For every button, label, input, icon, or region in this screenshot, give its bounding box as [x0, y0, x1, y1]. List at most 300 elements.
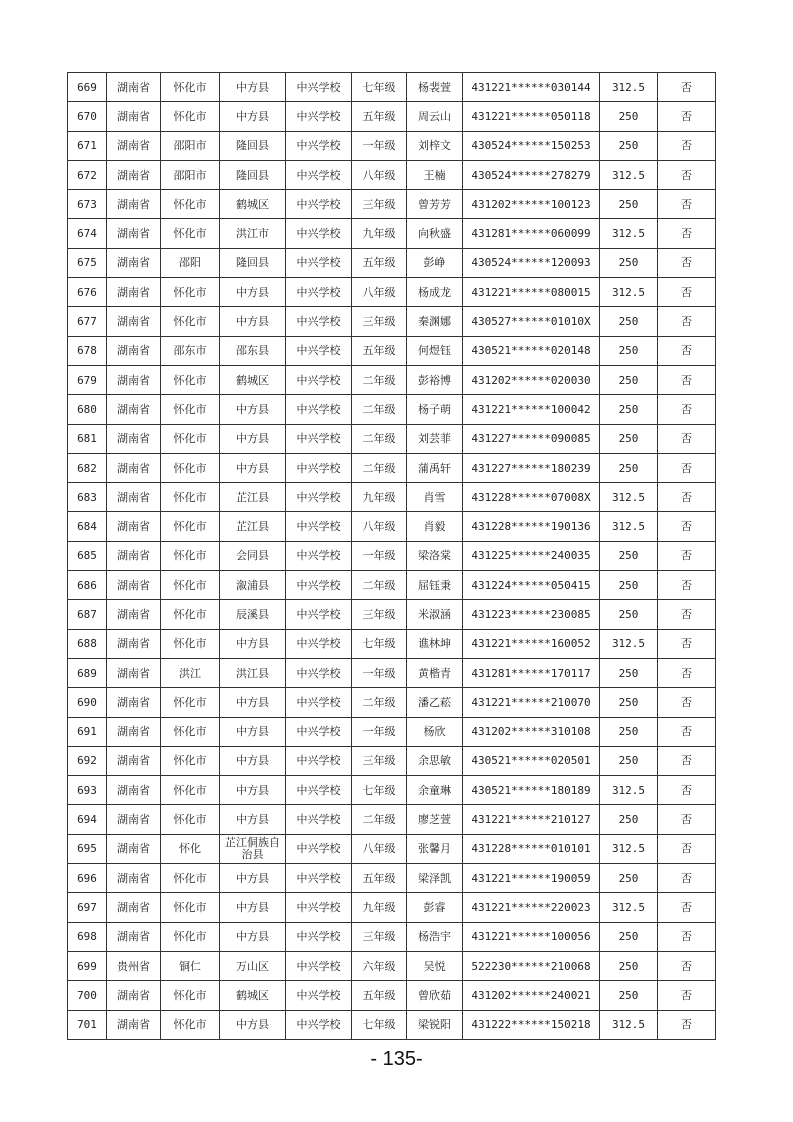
status-cell: 否: [658, 102, 716, 131]
row-number-cell: 681: [68, 424, 107, 453]
id-number-cell: 431228******010101: [463, 834, 600, 863]
row-number-cell: 685: [68, 541, 107, 570]
student-name-cell: 杨子萌: [407, 395, 463, 424]
province-cell: 湖南省: [107, 336, 161, 365]
county-cell: 隆回县: [220, 160, 286, 189]
student-name-cell: 廖芝萱: [407, 805, 463, 834]
student-name-cell: 杨成龙: [407, 278, 463, 307]
status-cell: 否: [658, 893, 716, 922]
grade-cell: 五年级: [352, 864, 407, 893]
amount-cell: 312.5: [600, 1010, 658, 1039]
amount-cell: 312.5: [600, 278, 658, 307]
city-cell: 邵阳: [161, 248, 220, 277]
status-cell: 否: [658, 805, 716, 834]
table-row: [68, 776, 716, 805]
city-cell: 怀化市: [161, 307, 220, 336]
status-cell: 否: [658, 717, 716, 746]
city-cell: 怀化市: [161, 571, 220, 600]
row-number-cell: 680: [68, 395, 107, 424]
amount-cell: 250: [600, 981, 658, 1010]
province-cell: 湖南省: [107, 541, 161, 570]
row-number-cell: 670: [68, 102, 107, 131]
grade-cell: 九年级: [352, 483, 407, 512]
status-cell: 否: [658, 131, 716, 160]
school-cell: 中兴学校: [286, 658, 352, 687]
school-cell: 中兴学校: [286, 219, 352, 248]
province-cell: 湖南省: [107, 160, 161, 189]
table-row: [68, 805, 716, 834]
id-number-cell: 431221******100056: [463, 922, 600, 951]
grade-cell: 三年级: [352, 190, 407, 219]
grade-cell: 五年级: [352, 102, 407, 131]
school-cell: 中兴学校: [286, 600, 352, 629]
row-number-cell: 672: [68, 160, 107, 189]
county-cell: 中方县: [220, 73, 286, 102]
county-cell: 中方县: [220, 717, 286, 746]
page-number: - 135-: [370, 1048, 423, 1070]
city-cell: 怀化市: [161, 541, 220, 570]
student-name-cell: 黄楷青: [407, 658, 463, 687]
school-cell: 中兴学校: [286, 248, 352, 277]
table-row: [68, 629, 716, 658]
amount-cell: 312.5: [600, 834, 658, 863]
table-row: [68, 395, 716, 424]
city-cell: 怀化: [161, 834, 220, 863]
table-row: [68, 190, 716, 219]
id-number-cell: 431202******100123: [463, 190, 600, 219]
id-number-cell: 431222******150218: [463, 1010, 600, 1039]
student-name-cell: 周云山: [407, 102, 463, 131]
city-cell: 铜仁: [161, 951, 220, 980]
amount-cell: 312.5: [600, 73, 658, 102]
row-number-cell: 679: [68, 365, 107, 394]
table-row: [68, 424, 716, 453]
school-cell: 中兴学校: [286, 424, 352, 453]
city-cell: 怀化市: [161, 629, 220, 658]
amount-cell: 250: [600, 424, 658, 453]
id-number-cell: 431221******220023: [463, 893, 600, 922]
county-cell: 芷江县: [220, 483, 286, 512]
status-cell: 否: [658, 922, 716, 951]
province-cell: 湖南省: [107, 190, 161, 219]
grade-cell: 一年级: [352, 717, 407, 746]
row-number-cell: 697: [68, 893, 107, 922]
province-cell: 湖南省: [107, 600, 161, 629]
city-cell: 怀化市: [161, 1010, 220, 1039]
grade-cell: 九年级: [352, 893, 407, 922]
grade-cell: 三年级: [352, 922, 407, 951]
row-number-cell: 693: [68, 776, 107, 805]
student-name-cell: 曾欣茹: [407, 981, 463, 1010]
status-cell: 否: [658, 541, 716, 570]
school-cell: 中兴学校: [286, 776, 352, 805]
amount-cell: 250: [600, 453, 658, 482]
id-number-cell: 431227******180239: [463, 453, 600, 482]
county-cell: 隆回县: [220, 248, 286, 277]
table-row: [68, 600, 716, 629]
county-cell: 中方县: [220, 395, 286, 424]
amount-cell: 312.5: [600, 512, 658, 541]
id-number-cell: 431223******230085: [463, 600, 600, 629]
id-number-cell: 431221******160052: [463, 629, 600, 658]
id-number-cell: 522230******210068: [463, 951, 600, 980]
amount-cell: 250: [600, 688, 658, 717]
id-number-cell: 431202******240021: [463, 981, 600, 1010]
row-number-cell: 684: [68, 512, 107, 541]
row-number-cell: 698: [68, 922, 107, 951]
province-cell: 湖南省: [107, 893, 161, 922]
grade-cell: 七年级: [352, 73, 407, 102]
amount-cell: 250: [600, 922, 658, 951]
table-row: [68, 717, 716, 746]
status-cell: 否: [658, 365, 716, 394]
status-cell: 否: [658, 512, 716, 541]
row-number-cell: 676: [68, 278, 107, 307]
table-row: [68, 131, 716, 160]
status-cell: 否: [658, 395, 716, 424]
county-cell: 中方县: [220, 278, 286, 307]
city-cell: 怀化市: [161, 278, 220, 307]
student-name-cell: 吴悦: [407, 951, 463, 980]
student-name-cell: 向秋盛: [407, 219, 463, 248]
province-cell: 湖南省: [107, 922, 161, 951]
grade-cell: 二年级: [352, 453, 407, 482]
status-cell: 否: [658, 981, 716, 1010]
id-number-cell: 430524******150253: [463, 131, 600, 160]
student-name-cell: 谯林坤: [407, 629, 463, 658]
city-cell: 怀化市: [161, 776, 220, 805]
row-number-cell: 675: [68, 248, 107, 277]
student-name-cell: 肖毅: [407, 512, 463, 541]
student-name-cell: 秦渊娜: [407, 307, 463, 336]
status-cell: 否: [658, 1010, 716, 1039]
table-row: [68, 893, 716, 922]
city-cell: 怀化市: [161, 483, 220, 512]
status-cell: 否: [658, 453, 716, 482]
grade-cell: 六年级: [352, 951, 407, 980]
city-cell: 怀化市: [161, 864, 220, 893]
amount-cell: 312.5: [600, 160, 658, 189]
row-number-cell: 695: [68, 834, 107, 863]
id-number-cell: 430524******120093: [463, 248, 600, 277]
county-cell: 鹤城区: [220, 365, 286, 394]
student-name-cell: 梁泽凯: [407, 864, 463, 893]
school-cell: 中兴学校: [286, 131, 352, 160]
county-cell: 隆回县: [220, 131, 286, 160]
city-cell: 邵阳市: [161, 160, 220, 189]
province-cell: 湖南省: [107, 248, 161, 277]
school-cell: 中兴学校: [286, 688, 352, 717]
amount-cell: 250: [600, 864, 658, 893]
student-name-cell: 余思敏: [407, 746, 463, 775]
id-number-cell: 430521******020148: [463, 336, 600, 365]
province-cell: 湖南省: [107, 629, 161, 658]
amount-cell: 250: [600, 951, 658, 980]
school-cell: 中兴学校: [286, 512, 352, 541]
status-cell: 否: [658, 73, 716, 102]
amount-cell: 250: [600, 307, 658, 336]
school-cell: 中兴学校: [286, 834, 352, 863]
county-cell: 鹤城区: [220, 981, 286, 1010]
school-cell: 中兴学校: [286, 717, 352, 746]
id-number-cell: 430527******01010X: [463, 307, 600, 336]
county-cell: 中方县: [220, 453, 286, 482]
student-name-cell: 王楠: [407, 160, 463, 189]
row-number-cell: 682: [68, 453, 107, 482]
student-name-cell: 杨欣: [407, 717, 463, 746]
table-row: [68, 160, 716, 189]
province-cell: 湖南省: [107, 776, 161, 805]
city-cell: 怀化市: [161, 73, 220, 102]
county-cell: 中方县: [220, 864, 286, 893]
status-cell: 否: [658, 688, 716, 717]
city-cell: 怀化市: [161, 981, 220, 1010]
table-row: [68, 219, 716, 248]
school-cell: 中兴学校: [286, 160, 352, 189]
status-cell: 否: [658, 190, 716, 219]
school-cell: 中兴学校: [286, 805, 352, 834]
county-cell: 辰溪县: [220, 600, 286, 629]
id-number-cell: 431221******100042: [463, 395, 600, 424]
province-cell: 湖南省: [107, 102, 161, 131]
amount-cell: 250: [600, 190, 658, 219]
id-number-cell: 431228******190136: [463, 512, 600, 541]
school-cell: 中兴学校: [286, 365, 352, 394]
province-cell: 湖南省: [107, 131, 161, 160]
amount-cell: 312.5: [600, 219, 658, 248]
grade-cell: 七年级: [352, 1010, 407, 1039]
id-number-cell: 431228******07008X: [463, 483, 600, 512]
grade-cell: 二年级: [352, 365, 407, 394]
city-cell: 怀化市: [161, 102, 220, 131]
id-number-cell: 431221******080015: [463, 278, 600, 307]
city-cell: 怀化市: [161, 424, 220, 453]
table-row: [68, 307, 716, 336]
id-number-cell: 431221******050118: [463, 102, 600, 131]
row-number-cell: 686: [68, 571, 107, 600]
school-cell: 中兴学校: [286, 951, 352, 980]
status-cell: 否: [658, 307, 716, 336]
table-row: [68, 834, 716, 863]
status-cell: 否: [658, 424, 716, 453]
row-number-cell: 691: [68, 717, 107, 746]
school-cell: 中兴学校: [286, 453, 352, 482]
city-cell: 怀化市: [161, 365, 220, 394]
student-name-cell: 曾芳芳: [407, 190, 463, 219]
row-number-cell: 699: [68, 951, 107, 980]
table-row: [68, 453, 716, 482]
county-cell: 洪江县: [220, 658, 286, 687]
school-cell: 中兴学校: [286, 307, 352, 336]
province-cell: 湖南省: [107, 1010, 161, 1039]
amount-cell: 250: [600, 717, 658, 746]
city-cell: 邵阳市: [161, 131, 220, 160]
id-number-cell: 431221******210070: [463, 688, 600, 717]
amount-cell: 250: [600, 746, 658, 775]
student-name-cell: 肖雪: [407, 483, 463, 512]
county-cell: 中方县: [220, 102, 286, 131]
province-cell: 湖南省: [107, 658, 161, 687]
city-cell: 怀化市: [161, 893, 220, 922]
id-number-cell: 431221******210127: [463, 805, 600, 834]
id-number-cell: 431221******030144: [463, 73, 600, 102]
province-cell: 湖南省: [107, 688, 161, 717]
table-row: [68, 336, 716, 365]
city-cell: 怀化市: [161, 922, 220, 951]
province-cell: 湖南省: [107, 512, 161, 541]
county-cell: 溆浦县: [220, 571, 286, 600]
student-name-cell: 张馨月: [407, 834, 463, 863]
student-name-cell: 梁洛棠: [407, 541, 463, 570]
school-cell: 中兴学校: [286, 278, 352, 307]
grade-cell: 二年级: [352, 395, 407, 424]
city-cell: 怀化市: [161, 746, 220, 775]
grade-cell: 七年级: [352, 629, 407, 658]
county-cell: 芷江侗族自治县: [220, 834, 286, 863]
student-name-cell: 杨浩宇: [407, 922, 463, 951]
status-cell: 否: [658, 746, 716, 775]
province-cell: 湖南省: [107, 805, 161, 834]
table-row: [68, 73, 716, 102]
grade-cell: 八年级: [352, 160, 407, 189]
student-name-cell: 刘芸菲: [407, 424, 463, 453]
roster-table: [67, 72, 716, 1040]
school-cell: 中兴学校: [286, 190, 352, 219]
status-cell: 否: [658, 629, 716, 658]
amount-cell: 312.5: [600, 483, 658, 512]
row-number-cell: 677: [68, 307, 107, 336]
school-cell: 中兴学校: [286, 864, 352, 893]
grade-cell: 八年级: [352, 834, 407, 863]
status-cell: 否: [658, 248, 716, 277]
row-number-cell: 690: [68, 688, 107, 717]
row-number-cell: 696: [68, 864, 107, 893]
student-name-cell: 彭睿: [407, 893, 463, 922]
status-cell: 否: [658, 776, 716, 805]
province-cell: 湖南省: [107, 73, 161, 102]
amount-cell: 250: [600, 131, 658, 160]
id-number-cell: 431224******050415: [463, 571, 600, 600]
grade-cell: 三年级: [352, 746, 407, 775]
student-name-cell: 梁锐阳: [407, 1010, 463, 1039]
row-number-cell: 694: [68, 805, 107, 834]
province-cell: 湖南省: [107, 307, 161, 336]
table-row: [68, 512, 716, 541]
county-cell: 会同县: [220, 541, 286, 570]
grade-cell: 七年级: [352, 776, 407, 805]
county-cell: 中方县: [220, 629, 286, 658]
county-cell: 中方县: [220, 776, 286, 805]
school-cell: 中兴学校: [286, 1010, 352, 1039]
amount-cell: 250: [600, 336, 658, 365]
grade-cell: 三年级: [352, 307, 407, 336]
city-cell: 怀化市: [161, 600, 220, 629]
row-number-cell: 688: [68, 629, 107, 658]
student-name-cell: 何煜钰: [407, 336, 463, 365]
county-cell: 中方县: [220, 893, 286, 922]
amount-cell: 250: [600, 571, 658, 600]
county-cell: 中方县: [220, 922, 286, 951]
province-cell: 湖南省: [107, 864, 161, 893]
table-row: [68, 688, 716, 717]
province-cell: 湖南省: [107, 219, 161, 248]
amount-cell: 250: [600, 805, 658, 834]
row-number-cell: 689: [68, 658, 107, 687]
status-cell: 否: [658, 834, 716, 863]
status-cell: 否: [658, 336, 716, 365]
row-number-cell: 674: [68, 219, 107, 248]
county-cell: 万山区: [220, 951, 286, 980]
table-row: [68, 981, 716, 1010]
status-cell: 否: [658, 571, 716, 600]
city-cell: 邵东市: [161, 336, 220, 365]
row-number-cell: 692: [68, 746, 107, 775]
student-name-cell: 蒲禹轩: [407, 453, 463, 482]
table-row: [68, 746, 716, 775]
student-name-cell: 余童琳: [407, 776, 463, 805]
county-cell: 中方县: [220, 424, 286, 453]
amount-cell: 250: [600, 365, 658, 394]
student-name-cell: 刘梓文: [407, 131, 463, 160]
county-cell: 芷江县: [220, 512, 286, 541]
row-number-cell: 701: [68, 1010, 107, 1039]
student-name-cell: 杨裴萱: [407, 73, 463, 102]
school-cell: 中兴学校: [286, 395, 352, 424]
table-row: [68, 483, 716, 512]
amount-cell: 250: [600, 395, 658, 424]
student-name-cell: 屈钰秉: [407, 571, 463, 600]
county-cell: 洪江市: [220, 219, 286, 248]
status-cell: 否: [658, 658, 716, 687]
grade-cell: 五年级: [352, 981, 407, 1010]
city-cell: 怀化市: [161, 190, 220, 219]
row-number-cell: 669: [68, 73, 107, 102]
grade-cell: 三年级: [352, 600, 407, 629]
province-cell: 湖南省: [107, 424, 161, 453]
county-cell: 鹤城区: [220, 190, 286, 219]
amount-cell: 250: [600, 541, 658, 570]
id-number-cell: 431202******310108: [463, 717, 600, 746]
status-cell: 否: [658, 600, 716, 629]
row-number-cell: 673: [68, 190, 107, 219]
row-number-cell: 671: [68, 131, 107, 160]
school-cell: 中兴学校: [286, 336, 352, 365]
city-cell: 怀化市: [161, 512, 220, 541]
table-row: [68, 864, 716, 893]
school-cell: 中兴学校: [286, 541, 352, 570]
grade-cell: 五年级: [352, 336, 407, 365]
city-cell: 怀化市: [161, 219, 220, 248]
grade-cell: 一年级: [352, 658, 407, 687]
province-cell: 湖南省: [107, 278, 161, 307]
table-row: [68, 278, 716, 307]
id-number-cell: 431225******240035: [463, 541, 600, 570]
table-row: [68, 102, 716, 131]
county-cell: 中方县: [220, 688, 286, 717]
table-row: [68, 658, 716, 687]
city-cell: 怀化市: [161, 395, 220, 424]
grade-cell: 一年级: [352, 131, 407, 160]
county-cell: 中方县: [220, 746, 286, 775]
school-cell: 中兴学校: [286, 483, 352, 512]
status-cell: 否: [658, 483, 716, 512]
table-row: [68, 365, 716, 394]
status-cell: 否: [658, 864, 716, 893]
city-cell: 怀化市: [161, 688, 220, 717]
amount-cell: 312.5: [600, 776, 658, 805]
row-number-cell: 700: [68, 981, 107, 1010]
school-cell: 中兴学校: [286, 922, 352, 951]
